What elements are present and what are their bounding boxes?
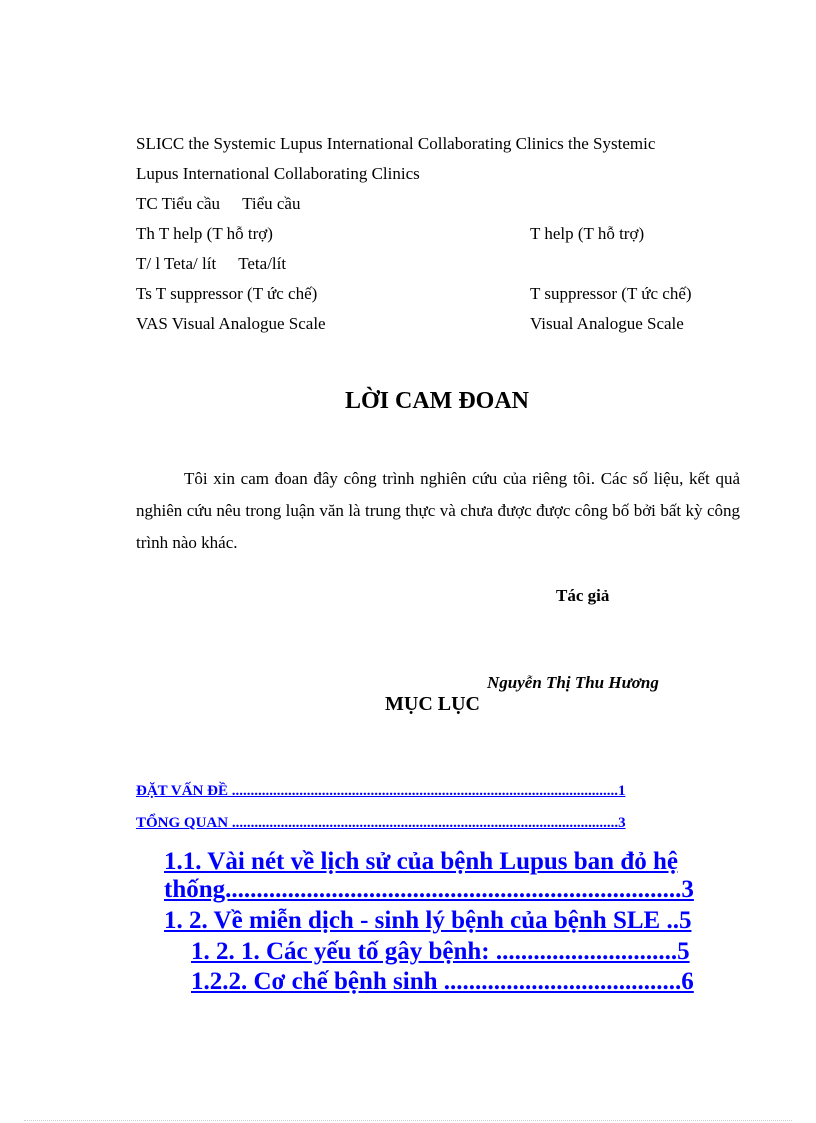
abbr-tl-term: T/ l Teta/ lít	[136, 254, 217, 273]
toc-entry-1-2[interactable]: 1. 2. Về miễn dịch - sinh lý bệnh của bệnh SLE ..5	[164, 907, 692, 934]
abbr-tc-meaning: Tiểu cầu	[242, 194, 301, 213]
toc-title: MỤC LỤC	[385, 693, 480, 715]
abbr-tc	[136, 189, 300, 219]
author-name: Nguyễn Thị Thu Hương	[487, 673, 659, 692]
abbr-tc-term: TC Tiểu cầu	[136, 194, 221, 213]
abbr-th-term: Th T help (T hỗ trợ)	[136, 224, 273, 243]
abbr-vas-meaning: Visual Analogue Scale	[530, 314, 684, 333]
signature-label: Tác giả	[556, 586, 610, 605]
abbr-tl-meaning: Teta/lít	[238, 254, 287, 273]
abbr-ts-meaning: T suppressor (T ức chế)	[530, 284, 692, 303]
toc-entry-1-1-cont[interactable]: thống.........................................................................3	[164, 876, 694, 903]
abbr-vas	[136, 309, 684, 339]
abbr-th	[136, 219, 645, 249]
declaration-body	[136, 463, 740, 559]
abbr-slicc	[136, 129, 736, 189]
toc-entry-tong-quan[interactable]: TỔNG QUAN .......................................................................................................3	[136, 815, 626, 831]
abbr-vas-term: VAS Visual Analogue Scale	[136, 314, 326, 333]
abbr-ts-term: Ts T suppressor (T ức chế)	[136, 284, 318, 303]
declaration-body-text: Tôi xin cam đoan đây công trình nghiên cứu của riêng tôi. Các số liệu, kết quả nghiên cứu nêu trong luận văn là trung thực và chưa được được công bố bởi bất kỳ công trình nào khác.	[136, 469, 740, 552]
abbr-th-meaning: T help (T hỗ trợ)	[530, 224, 645, 243]
toc-entry-1-2-1[interactable]: 1. 2. 1. Các yếu tố gây bệnh: .............................5	[191, 938, 690, 965]
abbr-ts	[136, 279, 692, 309]
toc-entry-1-1[interactable]: 1.1. Vài nét về lịch sử của bệnh Lupus ban đỏ hệ	[164, 848, 678, 875]
toc-entry-1-2-2[interactable]: 1.2.2. Cơ chế bệnh sinh ......................................6	[191, 968, 694, 995]
declaration-title: LỜI CAM ĐOAN	[345, 388, 529, 414]
page-bottom-rule	[24, 1120, 792, 1121]
abbr-tl	[136, 249, 286, 279]
toc-entry-dat-van-de[interactable]: ĐẶT VẤN ĐỀ .......................................................................................................1	[136, 783, 626, 799]
abbr-slicc-cont: Lupus International Collaborating Clinics	[136, 164, 420, 183]
abbr-slicc-text: SLICC the Systemic Lupus International Collaborating Clinics the Systemic	[136, 134, 656, 153]
